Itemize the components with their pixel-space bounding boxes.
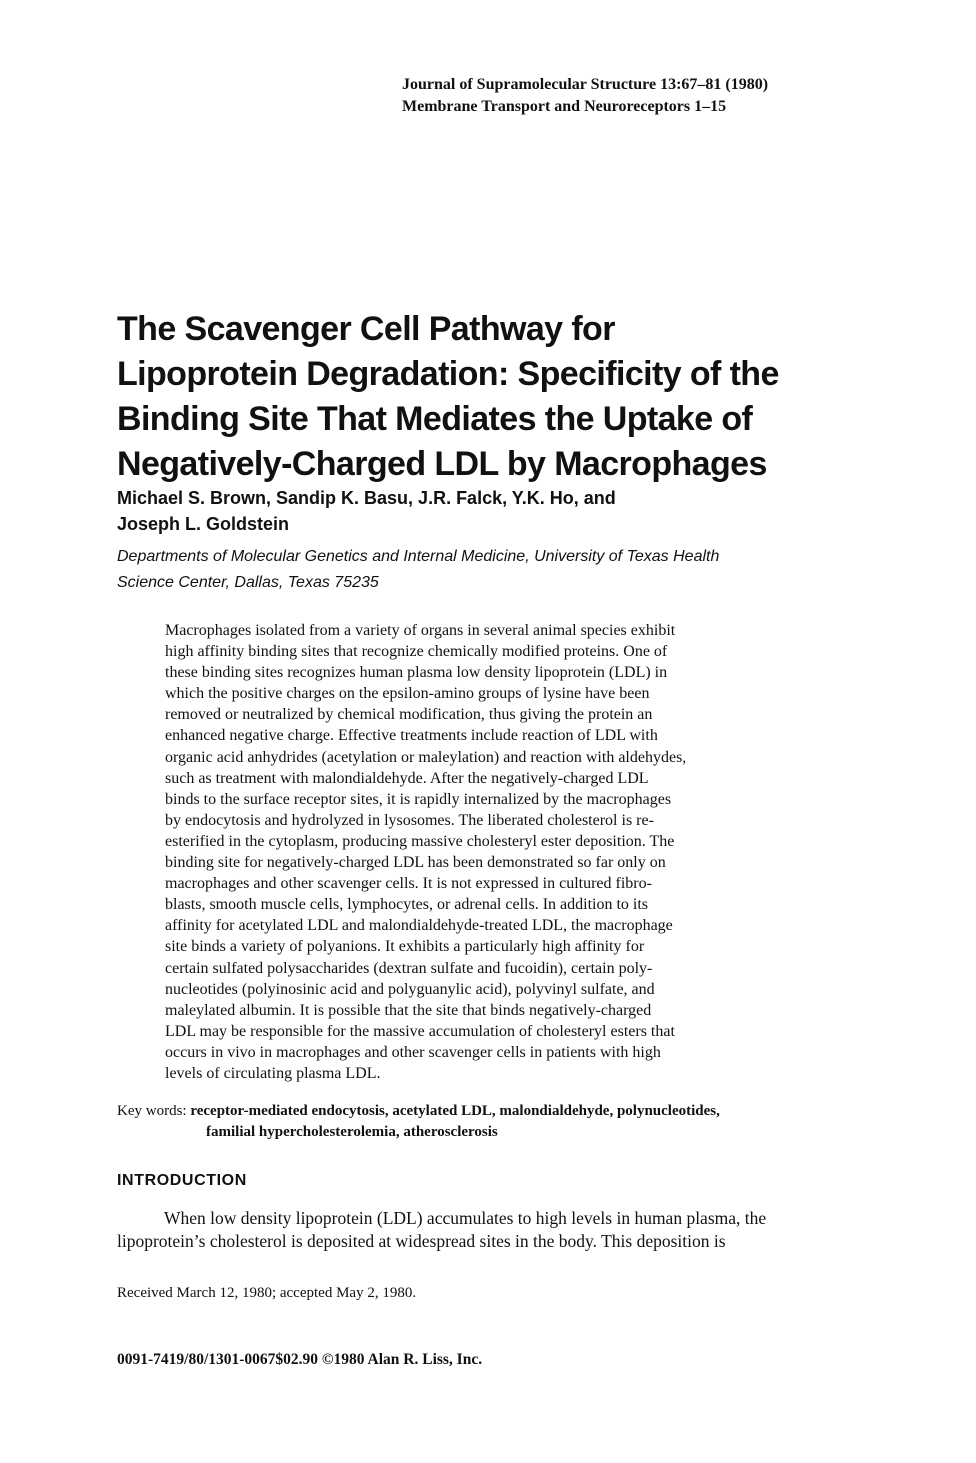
keywords-terms-continued: familial hypercholesterolemia, atherosclerosis bbox=[206, 1124, 498, 1140]
abstract-line: affinity for acetylated LDL and malondialdehyde-treated LDL, the macrophage bbox=[165, 917, 673, 935]
abstract-line: macrophages and other scavenger cells. It is not expressed in cultured fibro- bbox=[165, 875, 652, 893]
title-line: The Scavenger Cell Pathway for bbox=[117, 310, 615, 348]
journal-citation-line: Journal of Supramolecular Structure 13:67–81 (1980) bbox=[402, 76, 769, 93]
abstract-line: esterified in the cytoplasm, producing massive cholesteryl ester deposition. The bbox=[165, 832, 675, 850]
author-line: Joseph L. Goldstein bbox=[117, 514, 290, 534]
article-title bbox=[117, 307, 897, 487]
abstract-line: Macrophages isolated from a variety of organs in several animal species exhibit bbox=[165, 622, 676, 639]
affiliation-line: Science Center, Dallas, Texas 75235 bbox=[117, 574, 379, 591]
abstract-line: nucleotides (polyinosinic acid and polyguanylic acid), polyvinyl sulfate, and bbox=[165, 980, 655, 998]
received-date: Received March 12, 1980; accepted May 2, 1980. bbox=[117, 1285, 417, 1301]
keywords-row bbox=[117, 1101, 917, 1122]
abstract-line: by endocytosis and hydrolyzed in lysosomes. The liberated cholesterol is re- bbox=[165, 811, 654, 829]
journal-citation bbox=[402, 74, 902, 118]
abstract-line: blasts, smooth muscle cells, lymphocytes, or adrenal cells. In addition to its bbox=[165, 896, 649, 914]
abstract-line: levels of circulating plasma LDL. bbox=[165, 1064, 381, 1082]
section-heading-introduction: INTRODUCTION bbox=[117, 1172, 247, 1189]
journal-series-line: Membrane Transport and Neuroreceptors 1–15 bbox=[402, 98, 727, 115]
affiliation bbox=[117, 544, 897, 596]
abstract-line: enhanced negative charge. Effective treatments include reaction of LDL with bbox=[165, 727, 658, 745]
abstract-line: such as treatment with malondialdehyde. After the negatively-charged LDL bbox=[165, 769, 649, 787]
introduction-line: When low density lipoprotein (LDL) accumulates to high levels in human plasma, the bbox=[164, 1208, 767, 1228]
abstract-line: removed or neutralized by chemical modification, thus giving the protein an bbox=[165, 706, 653, 724]
abstract-line: occurs in vivo in macrophages and other scavenger cells in patients with high bbox=[165, 1043, 661, 1061]
abstract-line: which the positive charges on the epsilon-amino groups of lysine have been bbox=[165, 685, 650, 703]
abstract-line: LDL may be responsible for the massive accumulation of cholesteryl esters that bbox=[165, 1022, 675, 1040]
abstract-line: organic acid anhydrides (acetylation or maleylation) and reaction with aldehydes, bbox=[165, 748, 687, 766]
abstract-line: certain sulfated polysaccharides (dextran sulfate and fucoidin), certain poly- bbox=[165, 959, 653, 977]
introduction-line: lipoprotein’s cholesterol is deposited at widespread sites in the body. This deposition is bbox=[117, 1231, 726, 1251]
abstract-line: maleylated albumin. It is possible that the site that binds negatively-charged bbox=[165, 1001, 652, 1019]
abstract-line: high affinity binding sites that recognize chemically modified proteins. One of bbox=[165, 643, 668, 661]
author-list bbox=[117, 485, 897, 537]
copyright-footer: 0091-7419/80/1301-0067$02.90 ©1980 Alan R. Liss, Inc. bbox=[117, 1351, 483, 1368]
abstract bbox=[165, 620, 885, 1084]
abstract-line: binding site for negatively-charged LDL has been demonstrated so far only on bbox=[165, 854, 666, 872]
title-line: Lipoprotein Degradation: Specificity of the bbox=[117, 355, 779, 393]
introduction-body bbox=[117, 1207, 907, 1253]
title-line: Binding Site That Mediates the Uptake of bbox=[117, 400, 753, 438]
keywords-terms: receptor-mediated endocytosis, acetylated LDL, malondialdehyde, polynucleotides, bbox=[190, 1103, 720, 1119]
author-line: Michael S. Brown, Sandip K. Basu, J.R. Falck, Y.K. Ho, and bbox=[117, 488, 616, 508]
keywords bbox=[117, 1101, 917, 1143]
affiliation-line: Departments of Molecular Genetics and Internal Medicine, University of Texas Health bbox=[117, 548, 720, 565]
keywords-label: Key words: bbox=[117, 1103, 191, 1119]
abstract-line: site binds a variety of polyanions. It exhibits a particularly high affinity for bbox=[165, 938, 645, 956]
abstract-line: these binding sites recognizes human plasma low density lipoprotein (LDL) in bbox=[165, 664, 668, 682]
abstract-line: binds to the surface receptor sites, it is rapidly internalized by the macrophages bbox=[165, 790, 672, 808]
title-line: Negatively-Charged LDL by Macrophages bbox=[117, 445, 767, 483]
